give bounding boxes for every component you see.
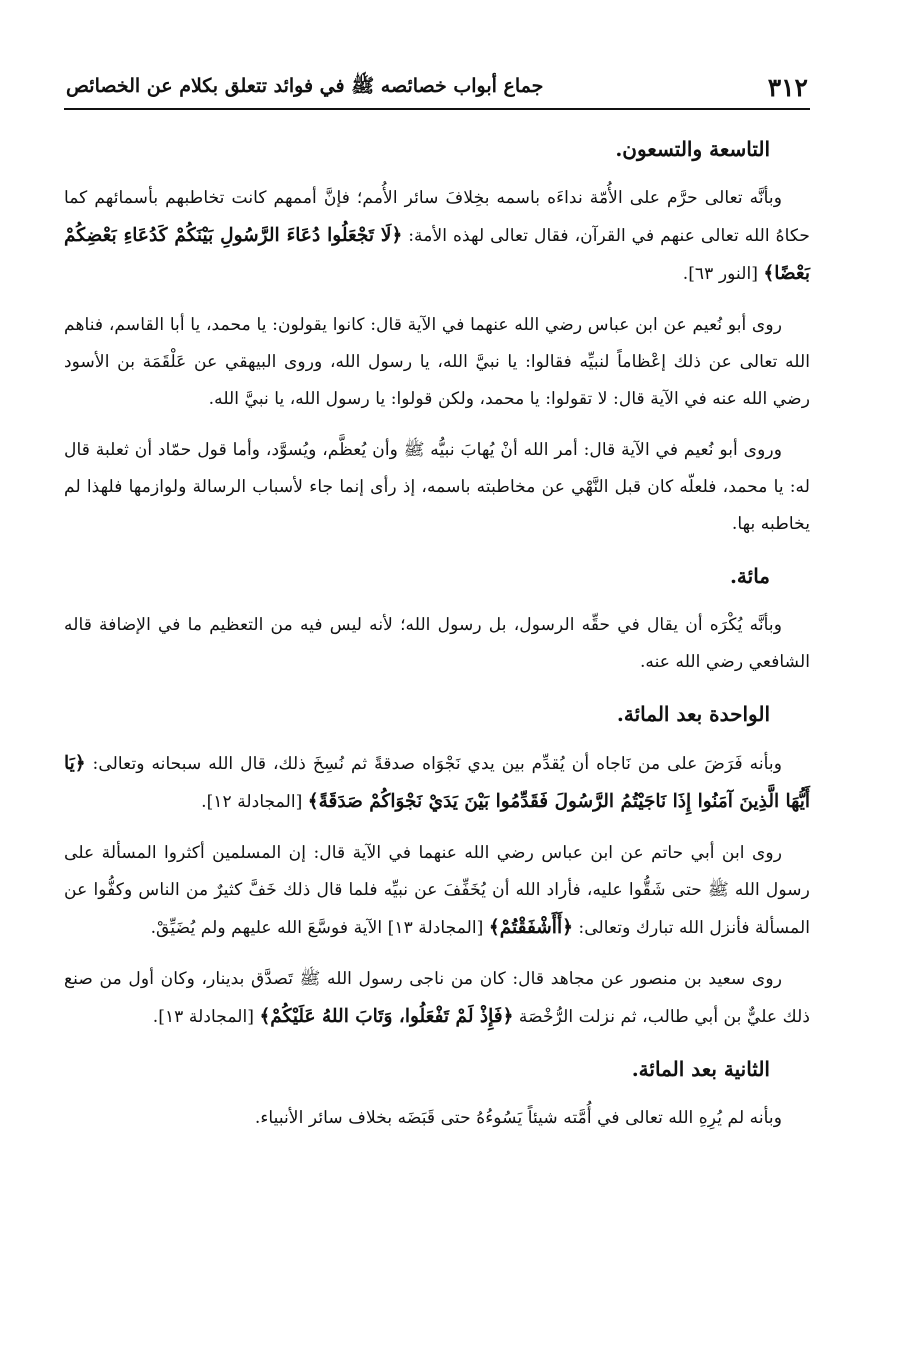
paragraph [64, 180, 810, 293]
section-heading: مائة. [729, 564, 770, 588]
paragraph [64, 835, 810, 947]
text-segment: روى سعيد بن منصور عن مجاهد قال: كان من ناجى رسول الله ﷺ تَصدَّق بدينار، وكان أول من صنع ذلك عليٌّ بن أبي طالب، ثم نزلت الرُّخْصَة [64, 969, 810, 1027]
text-segment: وبأنَّه تعالى حرَّم على الأُمّة نداءَه باسمه بخِلافَ سائر الأُمم؛ فإنَّ أممهم كانت تخاطبهم بأسمائهم كما حكاهُ الله تعالى عنهم في القرآن، فقال تعالى لهذه الأمة: [64, 188, 810, 246]
quran-verse: ﴿فَإِذْ لَمْ تَفْعَلُوا، وَتَابَ اللهُ عَلَيْكُمْ﴾ [259, 1006, 514, 1027]
paragraph [64, 745, 810, 821]
section-heading: التاسعة والتسعون. [615, 137, 770, 161]
section-heading: الواحدة بعد المائة. [616, 702, 770, 726]
paragraph [64, 432, 810, 543]
book-page [64, 70, 810, 1360]
text-segment: روى ابن أبي حاتم عن ابن عباس رضي الله عنهما في الآية قال: إن المسلمين أكثروا المسألة على رسول الله ﷺ حتى شَقُّوا عليه، فأراد الله أن يُخَفِّفَ عن نبيِّه فلما قال ذلك خَفَّ كثيرٌ من الناس وكفُّوا عن المسألة فأنزل الله تبارك وتعالى: [64, 843, 810, 938]
text-segment: وبأنَّه يُكْرَه أن يقال في حقِّه الرسول، بل رسول الله؛ لأنه ليس فيه من التعظيم ما في الإضافة قاله الشافعي رضي الله عنه. [64, 615, 810, 672]
text-segment: وروى أبو نُعيم في الآية قال: أمر الله أنْ يُهابَ نبيُّه ﷺ وأن يُعظَّم، ويُسوَّد، وأما قول حمّاد أن ثعلبة قال له: يا محمد، فلعلّه كان قبل النَّهْي عن مخاطبته باسمه، إذ رأى إنما جاء لأسباب الرسالة ولوازمها فلهذا لم يخاطبه بها. [64, 440, 810, 534]
section-heading: الثانية بعد المائة. [631, 1057, 770, 1081]
quran-verse: ﴿يَا أَيُّهَا الَّذِينَ آمَنُوا إِذَا نَاجَيْتُمُ الرَّسُولَ فَقَدِّمُوا بَيْنَ يَدَيْ نَجْوَاكُمْ صَدَقَةً﴾ [64, 753, 810, 812]
page-header [64, 70, 810, 110]
text-segment: روى أبو نُعيم عن ابن عباس رضي الله عنهما في الآية قال: كانوا يقولون: يا محمد، يا أبا القاسم، فناهم الله تعالى عن ذلك إعْظاماً لنبيِّه فقالوا: يا نبيَّ الله، يا رسول الله، وروى البيهقي عن عَلْقَمَة بن الأسود رضي الله عنه في الآية قال: لا تقولوا: يا محمد، ولكن قولوا: يا رسول الله، يا نبيَّ الله. [64, 315, 810, 409]
text-segment: وبأنه لم يُرِهِ الله تعالى في أُمَّته شيئاً يَسُوءُهُ حتى قَبَضَه بخلاف سائر الأنبياء. [254, 1108, 782, 1128]
quran-verse: ﴿لَا تَجْعَلُوا دُعَاءَ الرَّسُولِ بَيْنَكُمْ كَدُعَاءِ بَعْضِكُمْ بَعْضًا﴾ [64, 225, 810, 284]
quran-verse: ﴿أَأَشْفَقْتُمْ﴾ [488, 917, 573, 938]
running-title: جماع أبواب خصائصه ﷺ في فوائد تتعلق بكلام عن الخصائص [66, 75, 544, 97]
text-segment: وبأنه فَرَضَ على من نَاجاه أن يُقدِّم بين يدي نَجْوَاه صدقةً ثم نُسِخَ ذلك، قال الله سبحانه وتعالى: [85, 754, 782, 774]
text-segment: [النور ٦٣]. [682, 264, 764, 284]
text-segment: [المجادلة ١٣]. [152, 1007, 260, 1027]
paragraph [64, 961, 810, 1036]
paragraph [64, 307, 810, 418]
text-segment: [المجادلة ١٢]. [201, 792, 308, 812]
paragraph [64, 1100, 810, 1137]
paragraph [64, 607, 810, 681]
text-segment: [المجادلة ١٣] الآية فوسَّعَ الله عليهم ولم يُضَيِّقْ. [150, 918, 489, 938]
page-number: ٣١٢ [767, 73, 808, 102]
page-body [64, 130, 810, 1137]
